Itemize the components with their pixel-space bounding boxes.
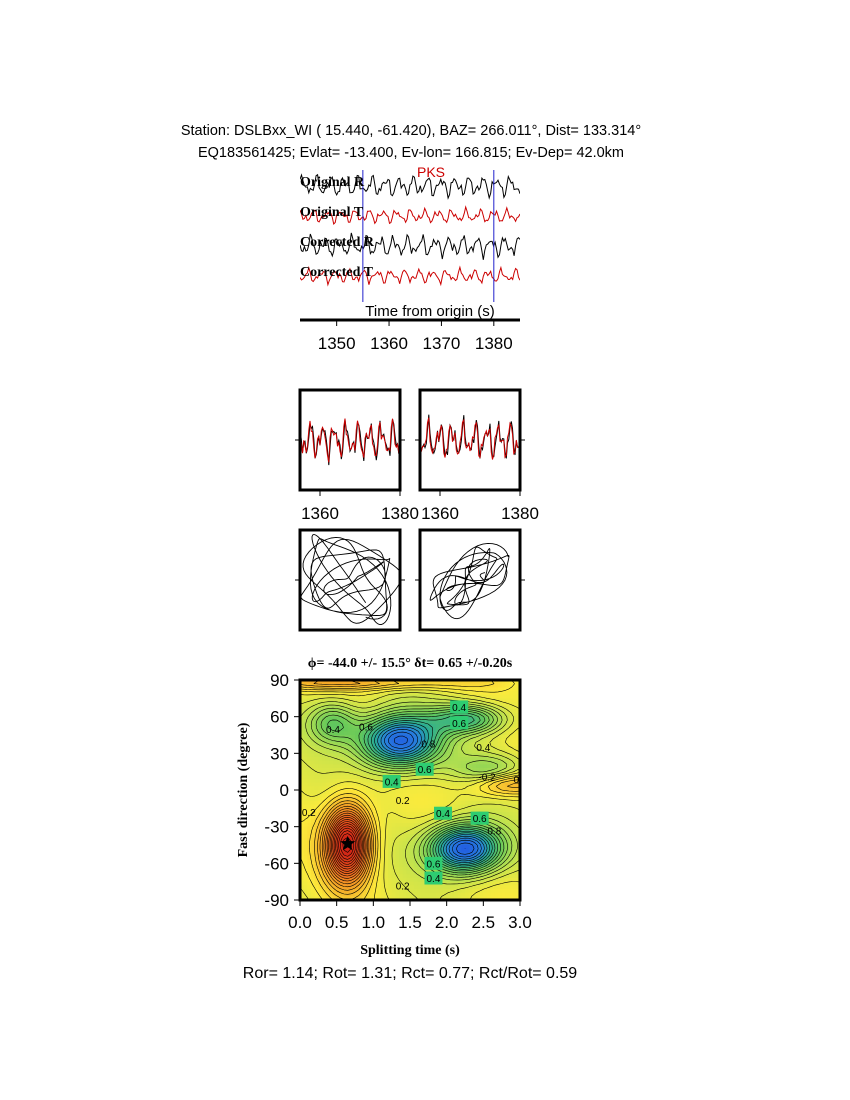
time-tick-label: 1350 <box>317 334 356 353</box>
contour-label: 0.8 <box>421 739 436 751</box>
grid-ytick-label: -30 <box>264 817 289 837</box>
grid-xlabel: Splitting time (s) <box>360 943 460 958</box>
grid-ylabel: Fast direction (degree) <box>236 722 251 858</box>
contour-label: 0.2 <box>395 795 410 807</box>
window-tick-label: 1360 <box>301 504 339 523</box>
grid-ytick-label: -90 <box>264 891 289 910</box>
contour-label: 0.4 <box>436 809 450 821</box>
grid-ytick-label: -60 <box>264 854 289 874</box>
grid-ytick-label: 90 <box>270 671 289 690</box>
window-original-panel <box>295 390 419 523</box>
trace-label-corrected-t: Corrected T <box>300 265 373 280</box>
particle-motion-path <box>430 543 509 618</box>
contour-label: 0.6 <box>359 722 373 734</box>
grid-ytick-label: 30 <box>270 744 289 764</box>
contour-label: -0.2 <box>478 772 496 784</box>
grid-xtick-label: 1.0 <box>361 913 386 932</box>
window-tick-label: 1360 <box>421 504 459 523</box>
grid-xtick-label: 3.0 <box>508 913 532 932</box>
contour-label: 0.6 <box>426 859 441 871</box>
grid-ytick-label: 0 <box>279 781 289 800</box>
grid-xtick-label: 1.5 <box>398 913 422 932</box>
particle-motion-original <box>295 530 405 630</box>
waveform-panel <box>300 164 520 353</box>
time-tick-label: 1370 <box>422 334 461 353</box>
window-tick-label: 1380 <box>381 504 419 523</box>
window-trace-2 <box>420 418 520 460</box>
trace-label-original-t: Original T <box>300 205 364 220</box>
window-corrected-panel <box>415 390 539 523</box>
contour-label: 0.6 <box>417 765 432 777</box>
contour-label: 0.4 <box>476 743 491 755</box>
contour-label: 0.4 <box>384 777 399 789</box>
grid-search-panel <box>236 671 532 958</box>
contour-label: 0.2 <box>395 881 410 893</box>
grid-ytick-label: 60 <box>270 707 289 727</box>
trace-label-corrected-r: Corrected R <box>300 235 374 250</box>
window-trace-2 <box>300 419 400 463</box>
particle-motion-corrected <box>415 530 525 630</box>
time-tick-label: 1380 <box>474 334 513 353</box>
trace-label-original-r: Original R <box>300 175 365 190</box>
contour-label: 0 <box>513 775 520 786</box>
grid-xtick-label: 0.0 <box>288 913 312 932</box>
grid-xtick-label: 2.0 <box>434 913 459 932</box>
time-axis-label: Time from origin (s) <box>365 303 495 320</box>
event-info: EQ183561425; Evlat= -13.400, Ev-lon= 166.815; Ev-Dep= 42.0km <box>197 145 625 161</box>
contour-label: 0.2 <box>301 808 316 819</box>
grid-title: ϕ= -44.0 +/- 15.5° δt= 0.65 +/-0.20s <box>307 656 513 671</box>
contour-label: 0.4 <box>326 724 340 736</box>
phase-label: PKS <box>416 164 446 180</box>
station-info: Station: DSLBxx_WI ( 15.440, -61.420), BAZ= 266.011°, Dist= 133.314° <box>180 123 642 139</box>
contour-label: 0.6 <box>472 814 487 826</box>
time-tick-label: 1360 <box>370 334 408 353</box>
grid-xtick-label: 2.5 <box>471 913 496 932</box>
contour-label: 0.4 <box>426 874 441 885</box>
ratios-footer: Ror= 1.14; Rot= 1.31; Rct= 0.77; Rct/Rot= 0.59 <box>242 965 578 982</box>
window-tick-label: 1380 <box>501 504 539 523</box>
contour-label: 0.4 <box>452 702 467 714</box>
grid-xtick-label: 0.5 <box>324 913 349 932</box>
particle-motion-path <box>301 535 402 625</box>
contour-label: 0.8 <box>487 826 502 838</box>
contour-label: 0.6 <box>452 718 467 730</box>
